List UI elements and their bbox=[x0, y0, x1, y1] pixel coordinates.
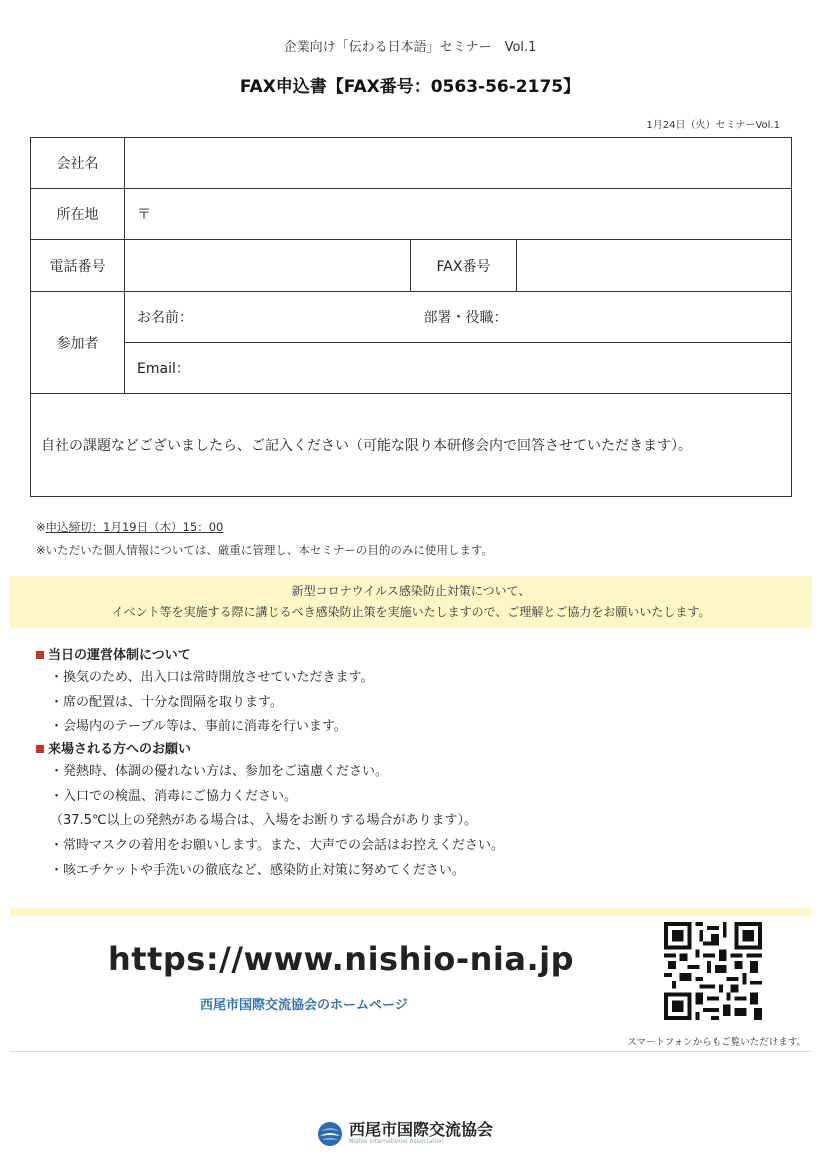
homepage-url[interactable]: https://www.nishio-nia.jp bbox=[108, 940, 574, 978]
list-item: ・換気のため、出入口は常時開放させていただきます。 bbox=[50, 670, 374, 685]
address-field[interactable] bbox=[125, 189, 792, 240]
dept-label: 部署・役職： bbox=[423, 310, 508, 326]
privacy-note: ※いただいた個人情報については、厳重に管理し、本セミナーの目的のみに使用します。 bbox=[36, 543, 493, 557]
yellow-divider bbox=[10, 908, 812, 916]
globe-logo-icon bbox=[317, 1121, 343, 1147]
seminar-date-note: 1月24日（火）セミナーVol.1 bbox=[646, 120, 780, 131]
section-heading-text: 当日の運営体制について bbox=[48, 648, 191, 663]
application-form bbox=[30, 137, 792, 497]
section-heading-operations bbox=[36, 646, 504, 666]
list-item: ・咳エチケットや手洗いの徹底など、感染防止対策に努めてください。 bbox=[50, 862, 465, 878]
seminar-subtitle: 企業向け「伝わる日本語」セミナー Vol.1 bbox=[283, 40, 537, 55]
phone-field[interactable] bbox=[125, 240, 411, 292]
section-heading-text: 来場される方へのお願い bbox=[48, 742, 192, 758]
covid-notice bbox=[10, 576, 812, 628]
square-bullet-icon bbox=[36, 651, 44, 659]
postal-mark: 〒 bbox=[137, 207, 151, 223]
org-logo bbox=[317, 1121, 493, 1147]
notes bbox=[36, 516, 493, 562]
section-heading-visitors bbox=[36, 740, 504, 760]
phone-label: 電話番号 bbox=[31, 240, 125, 292]
participant-name-field[interactable] bbox=[125, 292, 792, 343]
email-label: Email： bbox=[137, 361, 190, 377]
list-item: ・常時マスクの着用をお願いします。また、大声での会話はお控えください。 bbox=[50, 838, 504, 854]
footer-divider bbox=[10, 1051, 812, 1052]
participant-label: 参加者 bbox=[31, 292, 125, 394]
deadline-prefix: ※ bbox=[36, 520, 46, 534]
remarks-field[interactable] bbox=[31, 394, 792, 497]
org-name: 西尾市国際交流協会 bbox=[349, 1120, 494, 1139]
list-item: ・発熱時、体調の優れない方は、参加をご遠慮ください。 bbox=[50, 764, 389, 780]
company-label: 会社名 bbox=[31, 138, 125, 189]
list-item: （37.5℃以上の発熱がある場合は、入場をお断りする場合があります）。 bbox=[50, 813, 478, 829]
list-item: ・席の配置は、十分な間隔を取ります。 bbox=[50, 694, 283, 710]
covid-line-1: 新型コロナウイルス感染防止対策について、 bbox=[291, 584, 531, 598]
fax-field[interactable] bbox=[517, 240, 792, 292]
deadline-note bbox=[36, 516, 493, 539]
org-name-en: Nishio International Association bbox=[349, 1138, 444, 1145]
square-bullet-icon bbox=[36, 745, 44, 753]
homepage-label: 西尾市国際交流協会のホームページ bbox=[200, 998, 408, 1013]
address-label: 所在地 bbox=[31, 189, 125, 240]
deadline-text: 申込締切：1月19日（木）15：00 bbox=[45, 520, 224, 534]
page-title: FAX申込書【FAX番号：0563-56-2175】 bbox=[239, 77, 581, 97]
list-item: ・入口での検温、消毒にご協力ください。 bbox=[50, 788, 298, 804]
covid-measures bbox=[36, 646, 504, 884]
company-field[interactable] bbox=[125, 138, 792, 189]
email-field[interactable] bbox=[125, 343, 792, 394]
qr-code-icon bbox=[664, 922, 762, 1020]
remarks-label: 自社の課題などございましたら、ご記入ください（可能な限り本研修会内で回答させていただきます）。 bbox=[41, 438, 692, 454]
qr-note: スマートフォンからもご覧いただけます。 bbox=[627, 1037, 806, 1048]
fax-label: FAX番号 bbox=[411, 240, 517, 292]
list-item: ・会場内のテーブル等は、事前に消毒を行います。 bbox=[50, 719, 347, 735]
covid-line-2: イベント等を実施する際に講じるべき感染防止策を実施いたしますので、ご理解とご協力をお願いいたします。 bbox=[111, 605, 711, 619]
name-label: お名前： bbox=[137, 310, 193, 326]
